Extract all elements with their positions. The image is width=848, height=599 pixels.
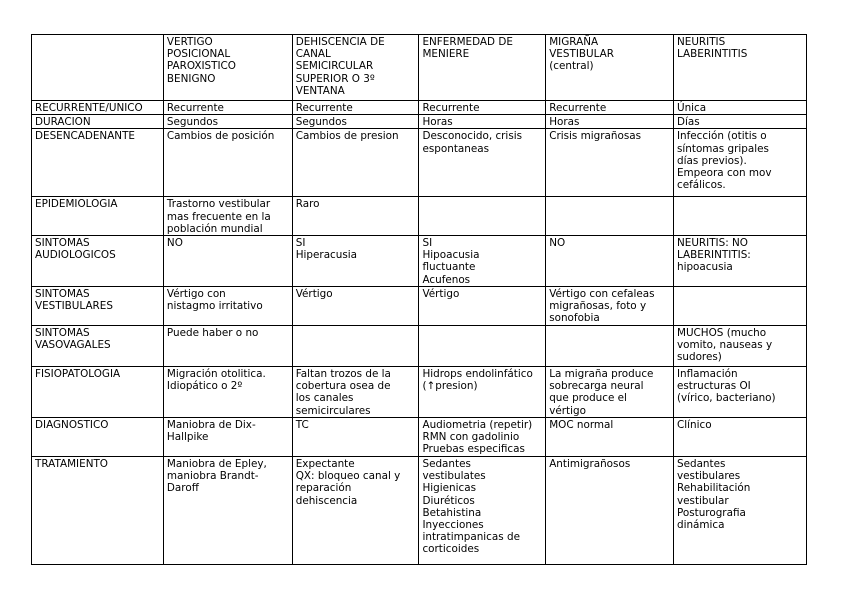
table-row [32,457,807,565]
header-cell-meniere: ENFERMEDAD DE MENIERE [419,35,546,101]
header-row [32,35,807,101]
cell-meniere: Audiometria (repetir) RMN con gadolinio Pruebas especificas [419,418,546,457]
table-row [32,115,807,129]
table-body [32,35,807,565]
cell-vppb: Migración otolitica. Idiopático o 2º [163,367,292,418]
cell-label: FISIOPATOLOGIA [32,367,164,418]
table-row [32,129,807,197]
header-cell-neuritis: NEURITIS LABERINTITIS [673,35,806,101]
table-row [32,418,807,457]
cell-neuritis: Sedantes vestibulares Rehabilitación vestibular Posturografia dinámica [673,457,806,565]
cell-migrana: NO [546,236,674,287]
cell-label: TRATAMIENTO [32,457,164,565]
cell-neuritis: Infección (otitis o síntomas gripales días previos). Empeora con mov cefálicos. [673,129,806,197]
cell-vppb: Cambios de posición [163,129,292,197]
table-row [32,326,807,367]
cell-migrana: La migraña produce sobrecarga neural que produce el vértigo [546,367,674,418]
cell-label: DESENCADENANTE [32,129,164,197]
cell-dehiscencia: Faltan trozos de la cobertura osea de los canales semicirculares [292,367,419,418]
cell-meniere: Recurrente [419,101,546,115]
cell-label: RECURRENTE/UNICO [32,101,164,115]
cell-neuritis: Inflamación estructuras OI (vírico, bacteriano) [673,367,806,418]
cell-vppb: Maniobra de Dix- Hallpike [163,418,292,457]
cell-vppb: Puede haber o no [163,326,292,367]
cell-vppb: Trastorno vestibular mas frecuente en la población mundial [163,197,292,236]
table-row [32,101,807,115]
cell-migrana [546,326,674,367]
header-cell-migrana: MIGRAÑA VESTIBULAR (central) [546,35,674,101]
table-row [32,197,807,236]
header-cell-dehiscencia: DEHISCENCIA DE CANAL SEMICIRCULAR SUPERIOR O 3º VENTANA [292,35,419,101]
cell-neuritis [673,197,806,236]
cell-dehiscencia [292,326,419,367]
cell-migrana: MOC normal [546,418,674,457]
cell-migrana [546,197,674,236]
cell-vppb: NO [163,236,292,287]
cell-migrana: Crisis migrañosas [546,129,674,197]
cell-neuritis: NEURITIS: NO LABERINTITIS: hipoacusia [673,236,806,287]
cell-label: SINTOMAS VASOVAGALES [32,326,164,367]
cell-neuritis: Única [673,101,806,115]
header-cell-vppb: VERTIGO POSICIONAL PAROXISTICO BENIGNO [163,35,292,101]
cell-label: DURACION [32,115,164,129]
cell-label: EPIDEMIOLOGIA [32,197,164,236]
cell-label: SINTOMAS VESTIBULARES [32,287,164,326]
cell-dehiscencia: Cambios de presion [292,129,419,197]
table-row [32,367,807,418]
header-cell-empty [32,35,164,101]
cell-neuritis [673,287,806,326]
cell-dehiscencia: Recurrente [292,101,419,115]
cell-dehiscencia: Vértigo [292,287,419,326]
cell-label: SINTOMAS AUDIOLOGICOS [32,236,164,287]
cell-dehiscencia: Raro [292,197,419,236]
cell-meniere [419,326,546,367]
cell-meniere: Vértigo [419,287,546,326]
cell-migrana: Horas [546,115,674,129]
table-row [32,236,807,287]
cell-label: DIAGNOSTICO [32,418,164,457]
cell-neuritis: MUCHOS (mucho vomito, nauseas y sudores) [673,326,806,367]
cell-meniere: Sedantes vestibulates Higienicas Diuréticos Betahistina Inyecciones intratimpanicas de corticoides [419,457,546,565]
cell-neuritis: Días [673,115,806,129]
cell-dehiscencia: TC [292,418,419,457]
vertigo-comparison-table [31,34,807,565]
cell-migrana: Vértigo con cefaleas migrañosas, foto y sonofobia [546,287,674,326]
cell-vppb: Maniobra de Epley, maniobra Brandt- Daroff [163,457,292,565]
cell-vppb: Recurrente [163,101,292,115]
table-row [32,287,807,326]
cell-meniere: Desconocido, crisis espontaneas [419,129,546,197]
cell-meniere: Hidrops endolinfático (↑presion) [419,367,546,418]
cell-meniere [419,197,546,236]
cell-migrana: Recurrente [546,101,674,115]
cell-dehiscencia: Segundos [292,115,419,129]
cell-meniere: Horas [419,115,546,129]
cell-dehiscencia: SI Hiperacusia [292,236,419,287]
cell-vppb: Vértigo con nistagmo irritativo [163,287,292,326]
cell-meniere: SI Hipoacusia fluctuante Acufenos [419,236,546,287]
cell-neuritis: Clínico [673,418,806,457]
cell-dehiscencia: Expectante QX: bloqueo canal y reparación dehiscencia [292,457,419,565]
cell-migrana: Antimigrañosos [546,457,674,565]
cell-vppb: Segundos [163,115,292,129]
